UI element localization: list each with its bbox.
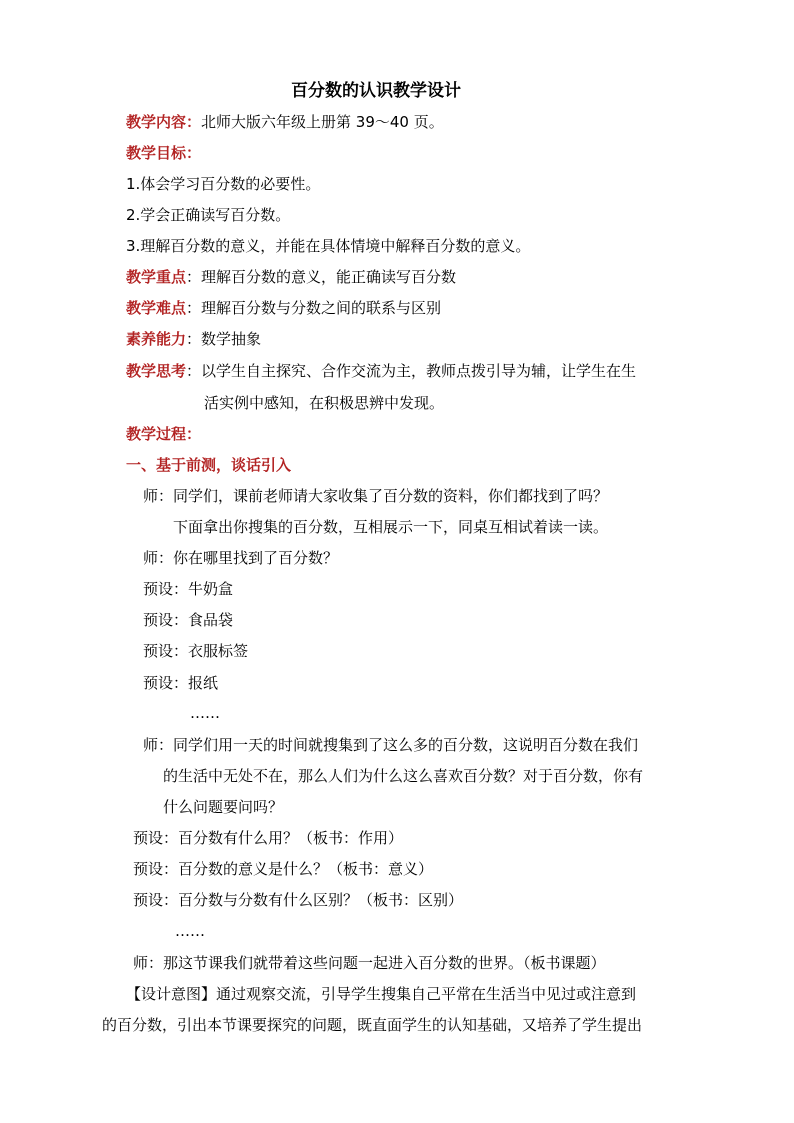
teaching-content-line xyxy=(126,112,444,132)
process-label: 教学过程： xyxy=(126,425,202,443)
paragraph-line: 【设计意图】通过观察交流，引导学生搜集自己平常在生活当中见过或注意到 xyxy=(126,985,637,1003)
difficulty-line xyxy=(126,298,441,318)
goal-item: 3.理解百分数的意义，并能在具体情境中解释百分数的意义。 xyxy=(126,237,531,255)
thinking-sep: ： xyxy=(186,362,202,380)
competence-sep: ： xyxy=(186,330,202,348)
difficulty-sep: ： xyxy=(186,299,202,317)
paragraph-line: 师：你在哪里找到了百分数？ xyxy=(143,549,339,567)
goal-item: 1.体会学习百分数的必要性。 xyxy=(126,175,321,193)
paragraph-line: 预设：百分数有什么用？（板书：作用） xyxy=(133,829,404,847)
key-point-label: 教学重点 xyxy=(126,268,187,286)
competence-text: 数学抽象 xyxy=(201,330,262,348)
thinking-text-2: 活实例中感知，在积极思辨中发现。 xyxy=(204,394,445,412)
teaching-content-text: 北师大版六年级上册第 39～40 页。 xyxy=(201,113,444,131)
competence-line xyxy=(126,329,261,349)
paragraph-line: 的生活中无处不在，那么人们为什么这么喜欢百分数？对于百分数，你有 xyxy=(163,767,644,785)
key-point-line xyxy=(126,267,456,287)
thinking-text-1: 以学生自主探究、合作交流为主，教师点拨引导为辅，让学生在生 xyxy=(201,362,637,380)
paragraph-line: 下面拿出你搜集的百分数，互相展示一下，同桌互相试着读一读。 xyxy=(173,518,609,536)
paragraph-line: 预设：衣服标签 xyxy=(143,642,249,660)
teaching-goals-label: 教学目标： xyxy=(126,144,202,162)
thinking-label: 教学思考 xyxy=(126,362,187,380)
paragraph-line: 的百分数，引出本节课要探究的问题，既直面学生的认知基础，又培养了学生提出 xyxy=(102,1016,643,1034)
difficulty-label: 教学难点 xyxy=(126,299,187,317)
ellipsis-line: …… xyxy=(175,922,205,940)
key-point-sep: ： xyxy=(186,268,202,286)
paragraph-line: 预设：食品袋 xyxy=(143,611,234,629)
thinking-line xyxy=(126,361,636,381)
ellipsis-line: …… xyxy=(190,704,220,722)
competence-label: 素养能力 xyxy=(126,330,187,348)
section-heading: 一、基于前测，谈话引入 xyxy=(126,456,292,474)
page-title: 百分数的认识教学设计 xyxy=(291,81,461,101)
paragraph-line: 师：同学们用一天的时间就搜集到了这么多的百分数，这说明百分数在我们 xyxy=(143,736,639,754)
key-point-text: 理解百分数的意义，能正确读写百分数 xyxy=(201,268,457,286)
paragraph-line: 什么问题要问吗？ xyxy=(163,798,284,816)
teaching-content-label: 教学内容： xyxy=(126,113,202,131)
paragraph-line: 预设：牛奶盒 xyxy=(143,580,234,598)
paragraph-line: 师：同学们，课前老师请大家收集了百分数的资料，你们都找到了吗？ xyxy=(143,487,609,505)
goal-item: 2.学会正确读写百分数。 xyxy=(126,206,291,224)
paragraph-line: 预设：报纸 xyxy=(143,674,219,692)
paragraph-line: 师：那这节课我们就带着这些问题一起进入百分数的世界。（板书课题） xyxy=(133,954,606,972)
paragraph-line: 预设：百分数与分数有什么区别？（板书：区别） xyxy=(133,891,464,909)
difficulty-text: 理解百分数与分数之间的联系与区别 xyxy=(201,299,442,317)
paragraph-line: 预设：百分数的意义是什么？（板书：意义） xyxy=(133,860,434,878)
